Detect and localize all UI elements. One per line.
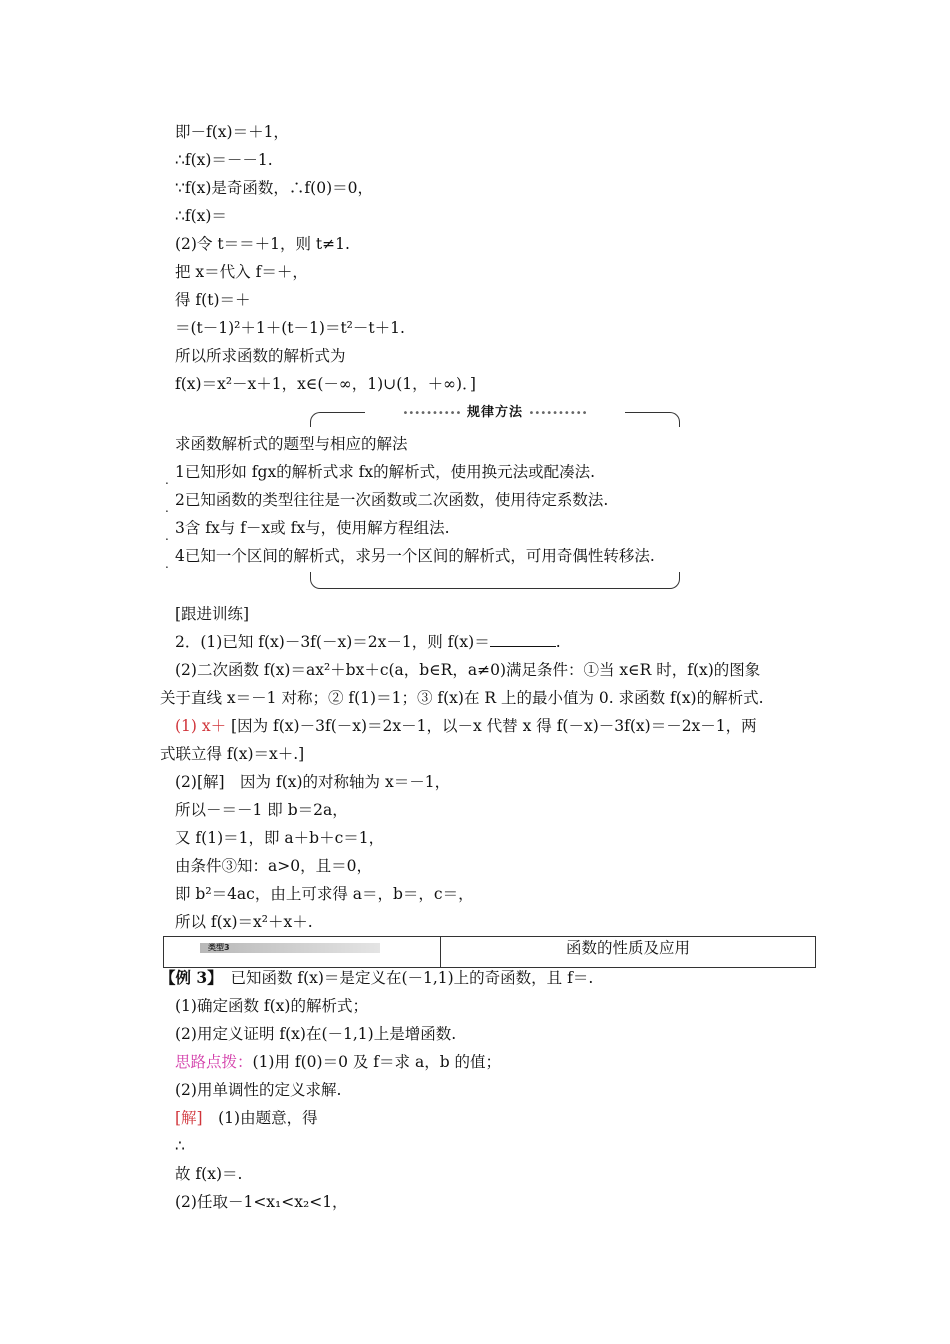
bullet-dot-icon: . bbox=[165, 557, 169, 571]
solution-result: 故 f(x)＝. bbox=[175, 1165, 243, 1183]
practice-a2-line: 由条件③知：a>0，且＝0， bbox=[175, 857, 372, 875]
type-badge-cell bbox=[164, 937, 441, 967]
practice-a2-line: 又 f(1)＝1，即 a＋b＋c＝1， bbox=[175, 829, 385, 847]
method-intro: 求函数解析式的题型与相应的解法 bbox=[175, 435, 408, 453]
method-item-text: 4已知一个区间的解析式，求另一个区间的解析式，可用奇偶性转移法. bbox=[175, 547, 655, 565]
decor-dots-left-icon: •••••••••• bbox=[402, 408, 462, 419]
practice-a1-cont: 式联立得 f(x)＝x＋.] bbox=[160, 745, 305, 763]
hint-text: (1)用 f(0)＝0 及 f＝求 a，b 的值； bbox=[252, 1053, 502, 1071]
solution-line: 所以所求函数的解析式为 bbox=[175, 347, 346, 365]
method-box-bottom bbox=[310, 572, 680, 589]
example-text: 已知函数 f(x)＝是定义在(－1,1)上的奇函数，且 f＝. bbox=[214, 969, 594, 987]
solution-start bbox=[175, 1108, 318, 1128]
example-q2: (2)用定义证明 f(x)在(－1,1)上是增函数. bbox=[175, 1025, 457, 1043]
method-box-top bbox=[310, 405, 680, 427]
solution-line: 得 f(t)＝＋ bbox=[175, 291, 251, 309]
solution-line: ∴f(x)＝－－1. bbox=[175, 151, 273, 169]
practice-a2-line: (2)[解] 因为 f(x)的对称轴为 x＝－1， bbox=[175, 773, 451, 791]
solution-line: ∴f(x)＝ bbox=[175, 207, 227, 225]
practice-a1 bbox=[175, 716, 757, 736]
example-statement bbox=[160, 968, 593, 988]
practice-a2-line: 所以 f(x)＝x²＋x＋. bbox=[175, 913, 313, 931]
method-title bbox=[365, 405, 625, 421]
bullet-dot-icon: . bbox=[165, 501, 169, 515]
solution-part2: (2)任取－1<x₁<x₂<1， bbox=[175, 1193, 348, 1211]
solution-line: ＝(t－1)²＋1＋(t－1)＝t²－t＋1. bbox=[175, 319, 405, 337]
practice-q2-line2: 关于直线 x＝－1 对称；② f(1)＝1；③ f(x)在 R 上的最小值为 0. 求函数 f(x)的解析式. bbox=[160, 689, 764, 707]
method-item bbox=[165, 462, 596, 487]
example-q1: (1)确定函数 f(x)的解析式； bbox=[175, 997, 368, 1015]
solution-line: ∵f(x)是奇函数，∴f(0)＝0， bbox=[175, 179, 373, 197]
practice-q1-text: 2．(1)已知 f(x)－3f(－x)＝2x－1，则 f(x)＝ bbox=[175, 633, 490, 651]
type-heading-table bbox=[163, 936, 816, 968]
bullet-dot-icon: . bbox=[165, 473, 169, 487]
practice-q1-end: . bbox=[555, 633, 561, 651]
decor-dots-right-icon: •••••••••• bbox=[528, 408, 588, 419]
hint-label: 思路点拨： bbox=[175, 1053, 253, 1071]
hint-line-2: (2)用单调性的定义求解. bbox=[175, 1081, 342, 1099]
practice-a2-line: 所以－＝－1 即 b＝2a， bbox=[175, 801, 348, 819]
method-item-text: 1已知形如 fgx的解析式求 fx的解析式，使用换元法或配凑法. bbox=[175, 463, 596, 481]
practice-header: [跟进训练] bbox=[175, 605, 250, 623]
bullet-dot-icon: . bbox=[165, 529, 169, 543]
solution-line: 把 x＝代入 f＝＋， bbox=[175, 263, 308, 281]
solution-therefore: ∴ bbox=[175, 1137, 185, 1155]
solution-line: 即－f(x)＝＋1， bbox=[175, 123, 289, 141]
practice-a2-line: 即 b²＝4ac，由上可求得 a＝，b＝，c＝， bbox=[175, 885, 474, 903]
type-title: 函数的性质及应用 bbox=[565, 939, 690, 957]
solution-text: (1)由题意，得 bbox=[202, 1109, 318, 1127]
method-title-text: 规律方法 bbox=[466, 405, 523, 420]
example-label: 【例 3】 bbox=[160, 968, 215, 987]
solution-label: [解] bbox=[175, 1109, 203, 1127]
type-badge: 类型3 bbox=[200, 943, 380, 953]
practice-q1 bbox=[175, 632, 561, 652]
solution-line: (2)令 t＝＝＋1，则 t≠1. bbox=[175, 235, 350, 253]
method-item-text: 2已知函数的类型往往是一次函数或二次函数，使用待定系数法. bbox=[175, 491, 609, 509]
method-item bbox=[165, 518, 450, 543]
method-item bbox=[165, 490, 609, 515]
answer-label: (1) x＋ bbox=[175, 717, 227, 735]
answer-blank bbox=[490, 632, 556, 647]
method-item-text: 3含 fx与 f－x或 fx与，使用解方程组法. bbox=[175, 519, 450, 537]
answer-text: [因为 f(x)－3f(－x)＝2x－1，以－x 代替 x 得 f(－x)－3f(x)＝－2x－1，两 bbox=[226, 717, 757, 735]
method-item bbox=[165, 546, 655, 571]
practice-q2-line1: (2)二次函数 f(x)＝ax²＋bx＋c(a，b∈R，a≠0)满足条件：①当 x∈R 时，f(x)的图象 bbox=[175, 661, 761, 679]
solution-line: f(x)＝x²－x＋1，x∈(－∞，1)∪(1，＋∞)．] bbox=[175, 375, 476, 393]
hint-line bbox=[175, 1052, 501, 1072]
